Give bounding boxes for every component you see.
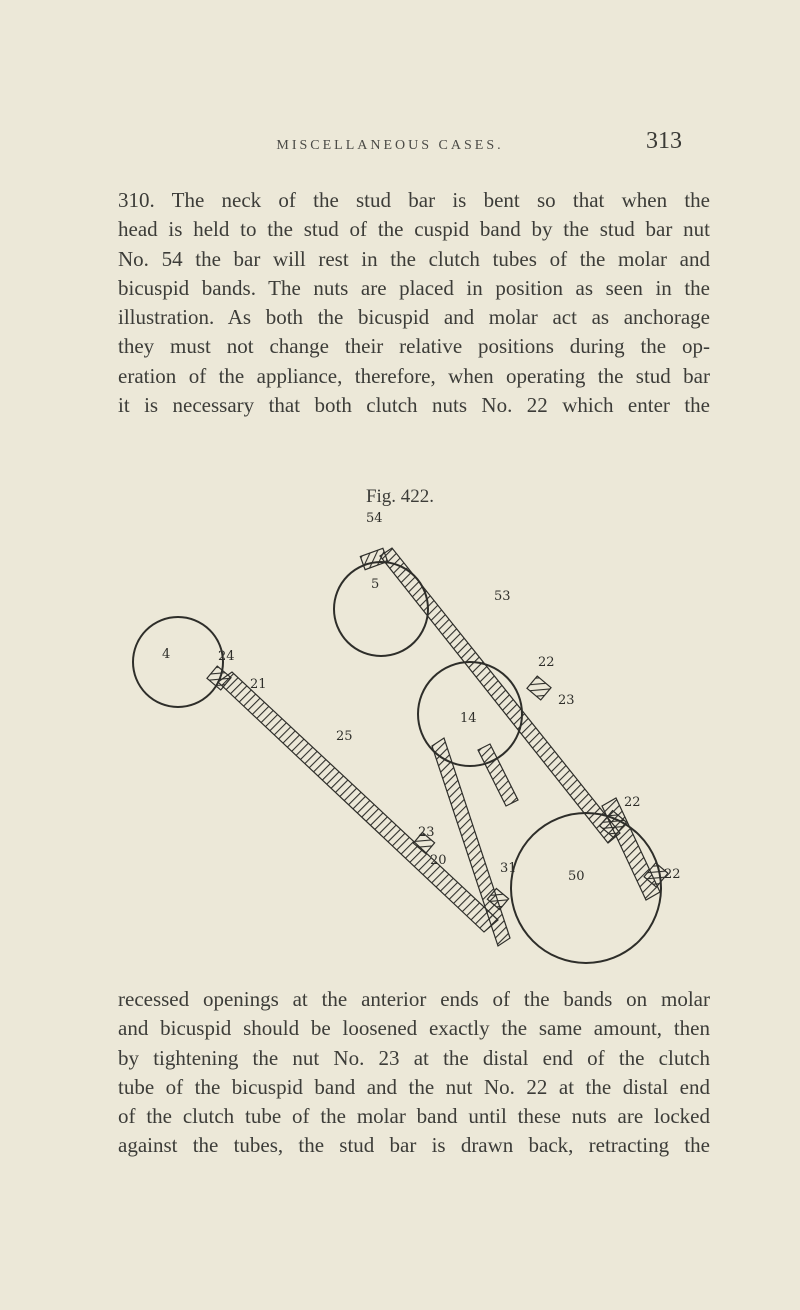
- paragraph-top: [118, 186, 710, 420]
- text-line: it is necessary that both clutch nuts No. 22 which enter the: [118, 393, 710, 418]
- text-line: eration of the appliance, therefore, when operating the stud bar: [118, 363, 710, 388]
- label-14: 14: [460, 711, 477, 726]
- label-31: 31: [500, 861, 517, 876]
- text-line: and bicuspid should be loosened exactly the same amount, then: [118, 1016, 710, 1041]
- label-23-upper: 23: [558, 693, 575, 708]
- figure-caption: Fig. 422.: [365, 486, 435, 507]
- label-24: 24: [218, 649, 235, 664]
- label-4: 4: [162, 647, 171, 662]
- label-23-lower: 23: [418, 825, 435, 840]
- text-line: bicuspid bands. The nuts are placed in position as seen in the: [118, 275, 710, 300]
- label-25: 25: [336, 729, 353, 744]
- running-header: MISCELLANEOUS CASES.: [276, 138, 504, 153]
- label-50: 50: [568, 869, 585, 884]
- text-line: of the clutch tube of the molar band until these nuts are locked: [118, 1104, 710, 1129]
- label-22-upper: 22: [538, 655, 555, 670]
- label-22-right: 22: [624, 795, 641, 810]
- appliance-diagram: [118, 500, 698, 980]
- text-line: they must not change their relative positions during the op-: [118, 334, 710, 359]
- text-line: illustration. As both the bicuspid and molar act as anchorage: [118, 305, 710, 330]
- text-line: 310. The neck of the stud bar is bent so that when the: [118, 188, 710, 212]
- nut-22-upper: [527, 676, 551, 700]
- clutch-tube-lower: [478, 744, 518, 806]
- text-line: by tightening the nut No. 23 at the distal end of the clutch: [118, 1045, 710, 1070]
- text-line: against the tubes, the stud bar is drawn back, retracting the: [118, 1133, 710, 1158]
- label-20: 20: [430, 853, 447, 868]
- text-line: No. 54 the bar will rest in the clutch tubes of the molar and: [118, 246, 710, 271]
- figure-illustration: [118, 500, 698, 980]
- text-line: head is held to the stud of the cuspid band by the stud bar nut: [118, 217, 710, 242]
- text-line: recessed openings at the anterior ends of the bands on molar: [118, 987, 710, 1011]
- paragraph-bottom: [118, 985, 710, 1161]
- page-number: 313: [646, 128, 682, 154]
- label-54: 54: [366, 511, 383, 526]
- label-21: 21: [250, 677, 267, 692]
- label-53: 53: [494, 589, 511, 604]
- label-22-lower: 22: [664, 867, 681, 882]
- text-line: tube of the bicuspid band and the nut No. 22 at the distal end: [118, 1074, 710, 1099]
- left-band-circle: [133, 617, 223, 707]
- right-band-circle: [511, 813, 661, 963]
- label-5: 5: [371, 577, 380, 592]
